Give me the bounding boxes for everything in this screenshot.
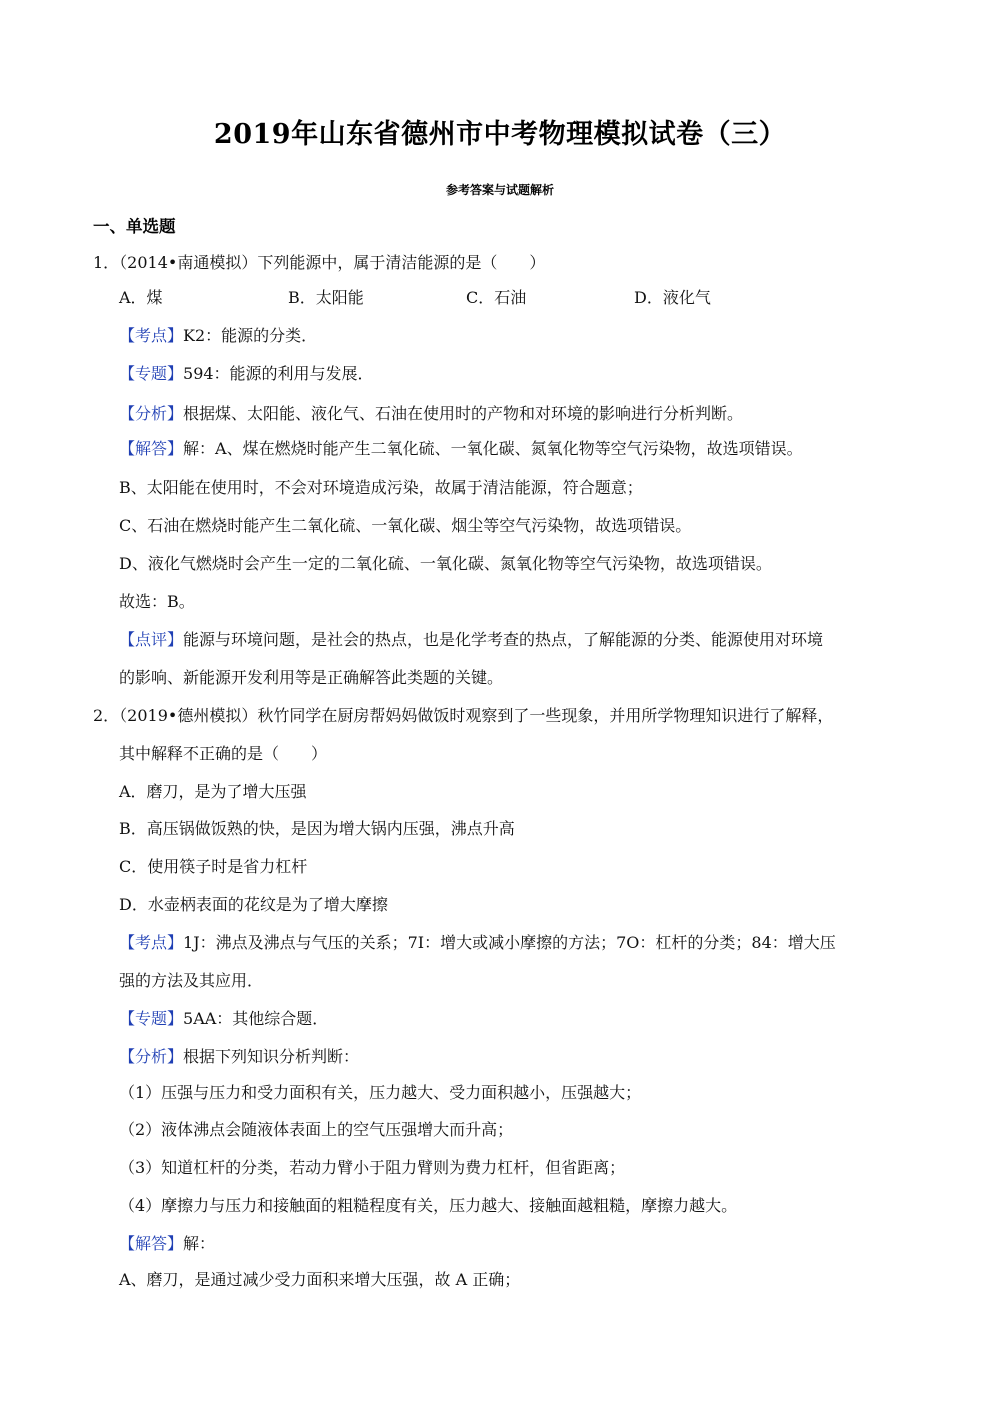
- q2-kaodian: [119, 930, 836, 953]
- fenxi-tag: 【分析】: [119, 404, 184, 423]
- q2-kaodian-text: 1J：沸点及沸点与气压的关系；7I：增大或减小摩擦的方法；7O：杠杆的分类；84：增大压: [183, 933, 836, 952]
- q2-point-3: （3）知道杠杆的分类，若动力臂小于阻力臂则为费力杠杆，但省距离；: [119, 1158, 626, 1177]
- q2-jieda-text: 解：: [183, 1234, 216, 1253]
- kaodian-tag: 【考点】: [119, 933, 184, 952]
- q1-fenxi: [119, 401, 743, 424]
- q2-option-d: D．水壶柄表面的花纹是为了增大摩擦: [119, 895, 388, 914]
- q1-dianping-cont: 的影响、新能源开发利用等是正确解答此类题的关键。: [119, 668, 504, 687]
- q2-stem: 2．（2019•德州模拟）秋竹同学在厨房帮妈妈做饭时观察到了一些现象，并用所学物理知识进行了解释，: [93, 706, 834, 725]
- q1-jieda: [119, 436, 803, 459]
- jieda-tag: 【解答】: [119, 1234, 184, 1253]
- q1-line-c: C、石油在燃烧时能产生二氧化硫、一氧化碳、烟尘等空气污染物，故选项错误。: [119, 516, 692, 535]
- q1-zhuanti-text: 594：能源的利用与发展．: [183, 364, 374, 383]
- q1-fenxi-text: 根据煤、太阳能、液化气、石油在使用时的产物和对环境的影响进行分析判断。: [183, 404, 744, 423]
- section-heading: 一、单选题: [93, 217, 176, 236]
- fenxi-tag: 【分析】: [119, 1047, 184, 1066]
- dianping-tag: 【点评】: [119, 630, 184, 649]
- q2-zhuanti: [119, 1006, 328, 1029]
- q2-line-a: A、磨刀，是通过减少受力面积来增大压强，故 A 正确；: [119, 1270, 521, 1289]
- page-subtitle: 参考答案与试题解析: [445, 183, 554, 197]
- q1-zhuanti: [119, 361, 374, 384]
- q2-option-b: B．高压锅做饭熟的快，是因为增大锅内压强，沸点升高: [119, 819, 515, 838]
- zhuanti-tag: 【专题】: [119, 1009, 184, 1028]
- q1-option-c: C．石油: [466, 288, 527, 307]
- q1-option-d: D．液化气: [634, 288, 711, 307]
- q2-point-4: （4）摩擦力与压力和接触面的粗糙程度有关，压力越大、接触面越粗糙，摩擦力越大。: [119, 1196, 738, 1215]
- q1-line-b: B、太阳能在使用时，不会对环境造成污染，故属于清洁能源，符合题意；: [119, 478, 643, 497]
- q1-kaodian: [119, 323, 317, 346]
- q1-dianping: [119, 627, 823, 650]
- q2-fenxi-text: 根据下列知识分析判断：: [183, 1047, 360, 1066]
- kaodian-tag: 【考点】: [119, 326, 184, 345]
- q1-option-a: A．煤: [119, 288, 163, 307]
- q1-jieda-text: 解：A、煤在燃烧时能产生二氧化硫、一氧化碳、氮氧化物等空气污染物，故选项错误。: [183, 439, 803, 458]
- q2-jieda: [119, 1231, 215, 1254]
- q1-option-b: B．太阳能: [288, 288, 364, 307]
- q2-point-1: （1）压强与压力和受力面积有关，压力越大、受力面积越小，压强越大；: [119, 1083, 642, 1102]
- zhuanti-tag: 【专题】: [119, 364, 184, 383]
- q2-kaodian-cont: 强的方法及其应用．: [119, 971, 264, 990]
- q1-kaodian-text: K2：能源的分类．: [183, 326, 318, 345]
- q1-answer: 故选：B。: [119, 592, 195, 611]
- jieda-tag: 【解答】: [119, 439, 184, 458]
- q2-stem-cont: 其中解释不正确的是（ ）: [119, 744, 328, 763]
- q1-dianping-text: 能源与环境问题，是社会的热点，也是化学考查的热点，了解能源的分类、能源使用对环境: [183, 630, 824, 649]
- q2-fenxi: [119, 1044, 359, 1067]
- q2-zhuanti-text: 5AA：其他综合题．: [183, 1009, 329, 1028]
- q1-stem: 1．（2014•南通模拟）下列能源中，属于清洁能源的是（ ）: [93, 253, 546, 272]
- q2-option-c: C．使用筷子时是省力杠杆: [119, 857, 308, 876]
- q1-line-d: D、液化气燃烧时会产生一定的二氧化硫、一氧化碳、氮氧化物等空气污染物，故选项错误。: [119, 554, 772, 573]
- q2-option-a: A．磨刀，是为了增大压强: [119, 782, 307, 801]
- page-title: 2019年山东省德州市中考物理模拟试卷（三）: [213, 119, 787, 150]
- q2-point-2: （2）液体沸点会随液体表面上的空气压强增大而升高；: [119, 1120, 514, 1139]
